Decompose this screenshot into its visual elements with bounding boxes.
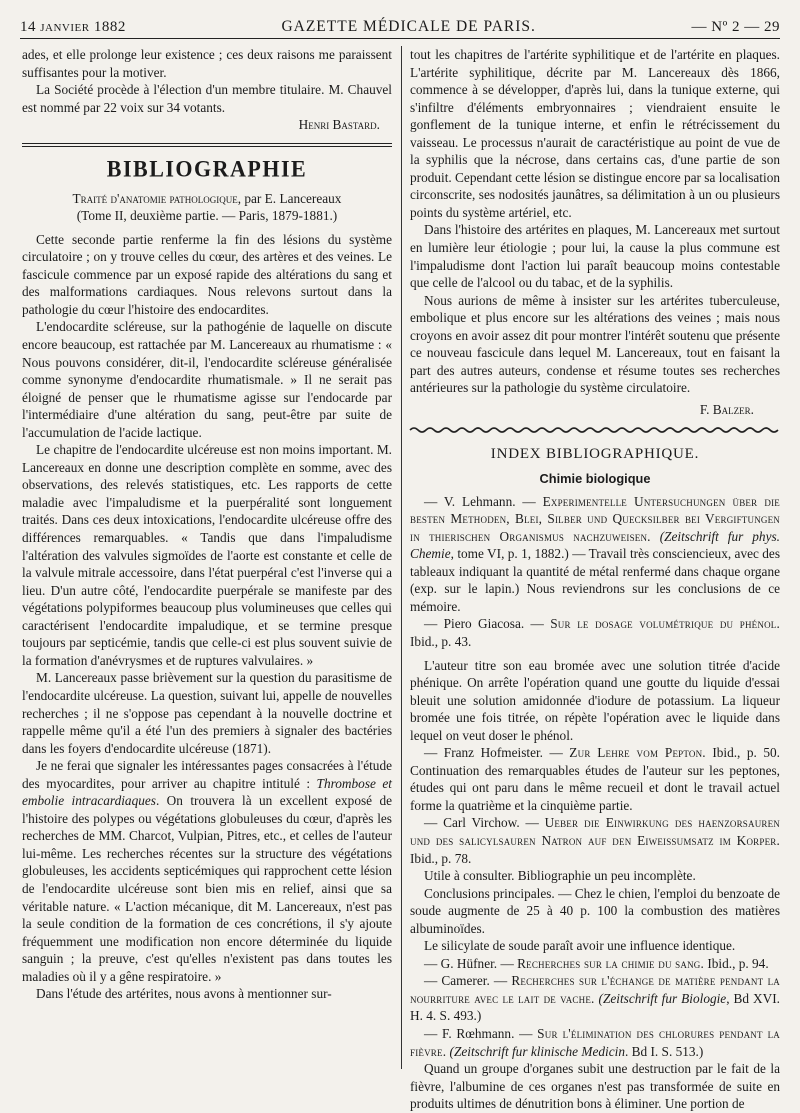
left-paragraph-thrombose	[22, 757, 392, 985]
ref-author: — Carl Virchow. —	[424, 815, 545, 831]
header-date: 14 janvier 1882	[20, 19, 126, 35]
ref-title: Experimentelle Untersuchungen über die besten Methoden, Blei, Silber und Quecksilber bei Vergiftungen in thierischen Organismus nachzuweisen.	[410, 493, 780, 544]
phenol-paragraph: L'auteur titre son eau bromée avec une solution titrée d'acide phénique. On arrête l'opération quand une goutte du liquide d'essai bleuit une solution amidonnée d'iodure de potassium. La liqueur bromée une fois titrée, on répète l'opération avec le liquide dans lequel on veut doser le phénol.	[410, 657, 780, 743]
index-reference	[410, 972, 780, 1025]
header-rule	[20, 38, 780, 39]
index-reference	[410, 744, 780, 814]
index-reference	[410, 814, 780, 867]
signature-balzer: F. Balzer.	[699, 401, 754, 417]
ref-details: , Bd XVI. H. 4. S. 493.)	[410, 990, 781, 1024]
ref-journal: (Zeitschrift fur klinische Medicin	[446, 1043, 625, 1059]
right-column	[410, 46, 780, 1113]
column-divider	[401, 46, 402, 1069]
left-paragraph: Le chapitre de l'endocardite ulcéreuse est non moins important. M. Lancereaux en donne une description complète en somme, avec des observations, des relevés statistiques, etc. Les rapports de cette maladie avec l'impaludisme et la puerpéralité sont longuement traités. Dans ces deux intoxications, l'endocardite ulcéreuse offre des différences remarquables. « Tandis que dans l'impaludisme l'altération des valvules sigmoïdes de l'aorte est constante et celle de la valvule mitrale accessoire, dans l'état puerpéral c'est l'inverse qui a lieu. D'un autre côté, l'endocardite puerpérale se manifeste par des végétations polypiformes beaucoup plus volumineuses que celles qui caractérisent l'endocardite impaludique, et se termine presque toujours par septicémie, tandis que celle-ci est plus souvent suivie de la formation d'anévrysmes et de ruptures valvulaires. »	[22, 442, 392, 668]
ref-title: Recherches sur la chimie du sang.	[517, 955, 705, 971]
ref-details: . Bd I. S. 513.)	[624, 1043, 704, 1059]
book-reference-line1	[22, 190, 392, 208]
wavy-separator	[410, 426, 780, 434]
ref-details: Ibid., p. 94.	[704, 955, 769, 971]
text-run: . On trouvera là un excellent exposé de l'histoire des polypes ou végétations globuleuses du cœur, d'après les recherches de MM. Charcot, Vulpian, Pitres, etc., et celles de l'auteur lui-même. Les recherches récentes sur la structure des végétations globuleuses, les accidents septicémiques qui rapprochent cette lésion de l'endocardite ulcéreuse sont bien mis en relief, ainsi que sa véritable nature. « L'action mécanique, dit M. Lancereaux, n'est pas la seule condition de la formation de ces concrétions, il s'y ajoute fréquemment une modification non encore déterminée du liquide sanguin ; la preuve, c'est qu'elles n'existent pas dans toutes les maladies où il y a gêne respiratoire. »	[22, 793, 392, 984]
ref-author: — G. Hüfner. —	[424, 955, 518, 971]
left-paragraph: M. Lancereaux passe brièvement sur la question du parasitisme de l'endocardite ulcéreuse. La question, suivant lui, appelle de nouvelles recherches ; il ne s'oppose pas cependant à la nouvelle doctrine et rappelle même qu'il a été l'un des premiers à signaler des bactéries dans les foyers d'endocardite ulcéreuse (1871).	[22, 670, 392, 756]
book-title: Traité d'anatomie pathologique	[72, 190, 238, 206]
index-reference	[410, 955, 780, 973]
ref-author: — Franz Hofmeister. —	[424, 745, 570, 761]
wavy-separator-line	[410, 426, 780, 434]
book-reference-line2: (Tome II, deuxième partie. — Paris, 1879-1881.)	[76, 208, 338, 224]
page-header	[20, 12, 780, 36]
ref-author: — Camerer. —	[424, 973, 512, 989]
ref-journal: (Zeitschrift fur phys. Chemie	[410, 528, 780, 562]
header-number: — Nº 2 — 29	[691, 19, 780, 35]
ref-author: — Piero Giacosa. —	[424, 616, 551, 632]
election-paragraph: La Société procède à l'élection d'un membre titulaire. M. Chauvel est nommé par 22 voix sur 34 votants.	[22, 82, 392, 115]
signature-bastard: Henri Bastard.	[298, 117, 380, 133]
index-title: INDEX BIBLIOGRAPHIQUE.	[490, 446, 700, 463]
header-title: GAZETTE MÉDICALE DE PARIS.	[281, 18, 536, 35]
left-paragraph: Cette seconde partie renferme la fin des lésions du système circulatoire ; on y trouve celles du cœur, des artères et des veines. Le fascicule commence par un exposé rapide des altérations du sang et des malformations cardiaques. Nous relevons surtout dans la pathologie du cœur l'histoire des endocardites.	[22, 231, 392, 317]
ref-details: Ibid., p. 50. Continuation des remarquables études de l'auteur sur les peptones, études qui ont paru dans le même recueil et dont le travail actuel forme la quatrième et la cinquième partie.	[410, 745, 780, 813]
ref-title: Sur l'élimination des chlorures pendant la fièvre.	[410, 1025, 780, 1059]
ref-title: Zur Lehre vom Pepton.	[569, 745, 706, 761]
index-reference	[410, 1025, 780, 1060]
index-reference	[410, 493, 780, 616]
ref-title: Sur le dosage volumétrique du phénol.	[550, 616, 781, 632]
ref-journal: (Zeitschrift fur Biologie	[594, 990, 727, 1006]
ref-author: — F. Rœhmann. —	[424, 1025, 538, 1041]
index-subtitle: Chimie biologique	[539, 471, 651, 487]
right-paragraph: tout les chapitres de l'artérite syphilitique et de l'artérite en plaques. L'artérite syphilitique, décrite par M. Lancereaux dès 1866, commence à se développer, d'après lui, dans la tunique externe, qui s'infiltre d'éléments embryonnaires ; viendraient ensuite le gonflement de la tunique interne, et enfin le rétrécissement du vaisseau. Le processus n'aurait de caractéristique au point de vue de la syphilis que la nécrose, dans certains cas, d'une partie de son produit. Cependant cette lésion se distingue encore par sa localisation circonscrite, ses nodosités jaunâtres, sa délimitation à un ou plusieurs points du système artériel, etc.	[410, 47, 780, 220]
index-reference	[410, 615, 780, 650]
ref-author: — V. Lehmann. —	[424, 493, 543, 509]
left-last-paragraph: Dans l'étude des artérites, nous avons à mentionner sur-	[36, 986, 332, 1002]
left-column	[22, 46, 392, 1003]
left-paragraph: L'endocardite scléreuse, sur la pathogénie de laquelle on discute encore beaucoup, est rattachée par M. Lancereaux au rhumatisme : « Nous pouvons considérer, dit-il, l'endocardite scléreuse généralisée comme synonyme d'endocardite rhumatismale. » Il ne serait pas éloigné de penser que le rhumatisme agisse sur l'endocarde par l'intermédiaire d'une altération du sang, peut-être par suite de l'accumulation de l'acide lactique.	[22, 319, 392, 440]
ref-details: Ibid., p. 43.	[410, 633, 472, 649]
ref-title: Recherches sur l'échange de matière pendant la nourriture avec le lait de vache.	[410, 973, 780, 1006]
right-last-paragraph: Quand un groupe d'organes subit une destruction par le fait de la fièvre, l'albumine de ces organes n'est pas transformée de suite en produits ultimes de dénutrition bons à éliminer. Une portion de	[410, 1061, 780, 1112]
book-author: , par E. Lancereaux	[237, 190, 342, 206]
left-top-paragraph: ades, et elle prolonge leur existence ; ces deux raisons me paraissent suffisantes pour la motiver.	[22, 47, 392, 80]
ref-title: Ueber die Einwirkung des haenzorsauren und des salicylsauren Natron auf den Eiweissumsatz im Korper.	[410, 815, 780, 848]
virchow-note: Utile à consulter. Bibliographie un peu incomplète.	[424, 868, 696, 884]
virchow-note: Conclusions principales. — Chez le chien, l'emploi du benzoate de soude augmente de 25 à 40 p. 100 la combustion des matières albuminoïdes.	[410, 885, 780, 936]
ref-details: , tome VI, p. 1, 1882.) — Travail très consciencieux, avec des tableaux indiquant la quantité de métal renfermé dans chaque organe (exp. sur le lapin.) Nous reviendrons sur les conclusions de ce mémoire.	[410, 546, 780, 614]
section-title-bibliographie: BIBLIOGRAPHIE	[106, 155, 308, 182]
section-rule	[22, 143, 392, 147]
virchow-note: Le silicylate de soude paraît avoir une influence identique.	[424, 938, 736, 954]
ref-details: Ibid., p. 78.	[410, 850, 472, 866]
text-run: Je ne ferai que signaler les intéressantes pages consacrées à l'étude des myocardites, pour arriver au chapitre intitulé :	[22, 758, 392, 791]
right-paragraph: Dans l'histoire des artérites en plaques, M. Lancereaux met surtout en lumière leur étiologie ; pour lui, la cause la plus commune est l'impaludisme dont l'action lui paraît beaucoup moins contestable que celle de l'alcool ou du tabac, et de la syphilis.	[410, 222, 780, 291]
right-paragraph: Nous aurions de même à insister sur les artérites tuberculeuse, embolique et plus encore sur les altérations des veines ; mais nous croyons en avoir assez dit pour montrer l'intérêt soutenu que présente ce nouveau fascicule dans lequel M. Lancereaux, tout en faisant la part des autres auteurs, condense et résume toutes ses recherches antérieures sur la pathologie du système circulatoire.	[410, 292, 780, 396]
italic-chapter-title: Thrombose et embolie intracardiaques	[22, 775, 392, 809]
